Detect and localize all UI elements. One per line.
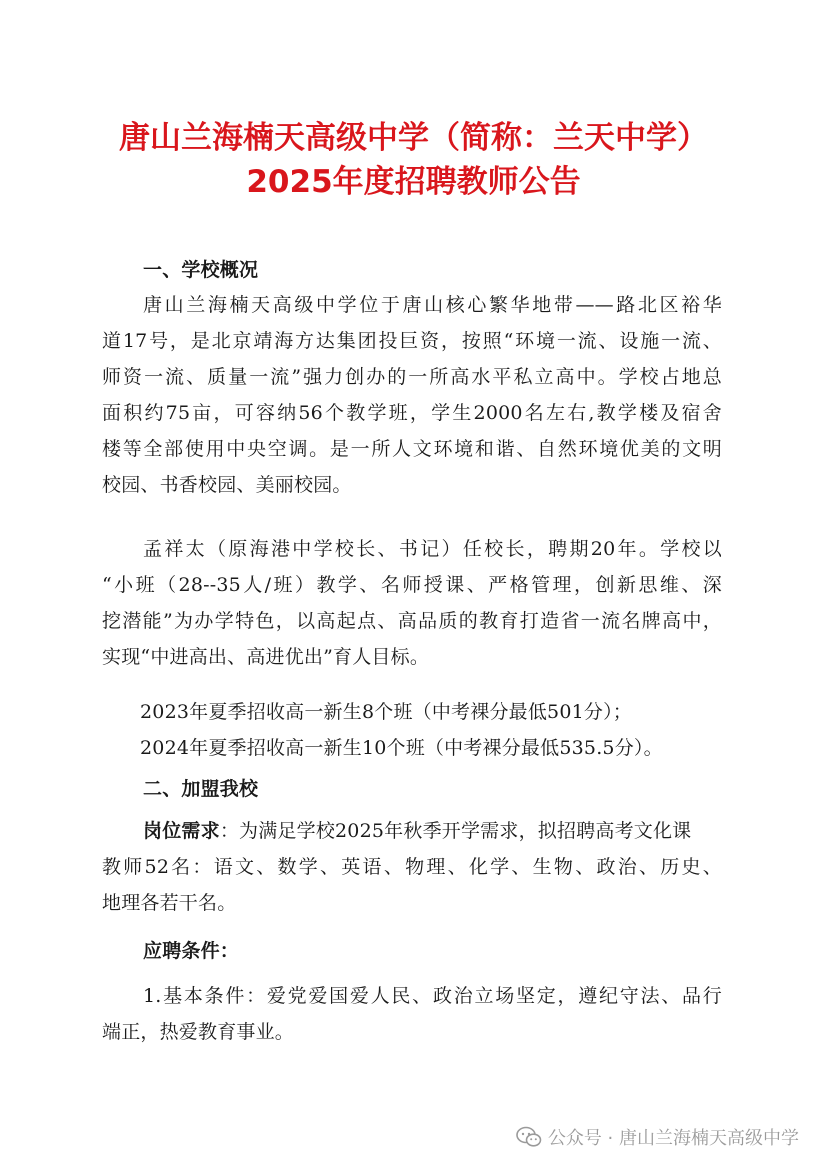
enrollment-2023: 2023年夏季招收高一新生8个班（中考裸分最低501分）； <box>140 701 633 723</box>
wechat-icon <box>516 1126 542 1148</box>
footer-text: 公众号 · 唐山兰海楠天高级中学 <box>547 1128 799 1149</box>
watermark-footer <box>516 1123 799 1151</box>
positions-label: 岗位需求 <box>143 820 220 842</box>
overview-paragraph-2-line: 孟祥太（原海港中学校长、书记）任校长，聘期20年。学校以 <box>143 538 722 560</box>
basic-conditions-line: 1.基本条件：爱党爱国爱人民、政治立场坚定，遵纪守法、品行 <box>143 985 722 1007</box>
title-line-1: 唐山兰海楠天高级中学（简称：兰天中学） <box>119 120 708 156</box>
enrollment-2024: 2024年夏季招收高一新生10个班（中考裸分最低535.5分）。 <box>140 737 663 759</box>
overview-paragraph-1-line: 师资一流、质量一流”强力创办的一所高水平私立高中。学校占地总 <box>102 366 722 388</box>
positions-line: 地理各若干名。 <box>102 892 237 914</box>
positions-line-1 <box>143 817 722 845</box>
overview-paragraph-2-line: 挖潜能”为办学特色，以高起点、高品质的教育打造省一流名牌高中， <box>102 610 722 632</box>
overview-paragraph-1-line: 校园、书香校园、美丽校园。 <box>102 474 352 496</box>
overview-paragraph-2-line: “小班（28--35人/班）教学、名师授课、严格管理，创新思维、深 <box>102 574 722 596</box>
positions-line: 教师52名：语文、数学、英语、物理、化学、生物、政治、历史、 <box>102 856 722 878</box>
conditions-heading: 应聘条件： <box>143 940 240 962</box>
join-heading: 二、加盟我校 <box>143 778 259 800</box>
overview-paragraph-1-line: 唐山兰海楠天高级中学位于唐山核心繁华地带——路北区裕华 <box>143 294 722 316</box>
overview-paragraph-2-line: 实现“中进高出、高进优出”育人目标。 <box>102 646 430 668</box>
positions-text: ：为满足学校2025年秋季开学需求，拟招聘高考文化课 <box>219 820 692 842</box>
overview-paragraph-1-line: 楼等全部使用中央空调。是一所人文环境和谐、自然环境优美的文明 <box>102 438 722 460</box>
overview-paragraph-1-line: 道17号，是北京靖海方达集团投巨资，按照“环境一流、设施一流、 <box>102 330 722 352</box>
basic-conditions-line: 端正，热爱教育事业。 <box>102 1021 295 1043</box>
overview-heading: 一、学校概况 <box>143 259 259 281</box>
title-line-2: 2025年度招聘教师公告 <box>246 164 581 200</box>
overview-paragraph-1-line: 面积约75亩，可容纳56个教学班，学生2000名左右,教学楼及宿舍 <box>102 402 722 424</box>
